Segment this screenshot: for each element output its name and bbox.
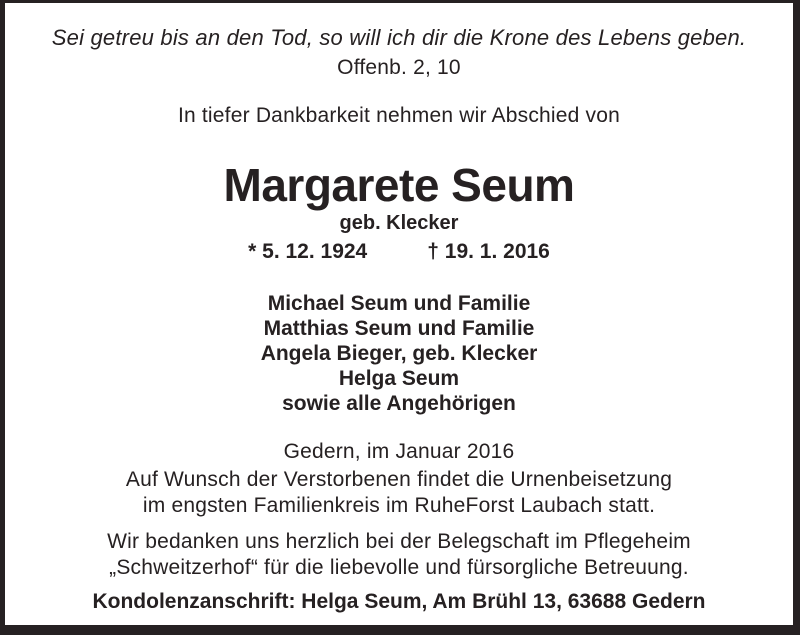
- quote-source: Offenb. 2, 10: [337, 56, 461, 79]
- mourner-line: Michael Seum und Familie: [267, 292, 531, 315]
- maiden-name: geb. Klecker: [339, 212, 459, 234]
- life-dates: [248, 239, 550, 265]
- mourner-line: Helga Seum: [338, 367, 460, 390]
- bible-quote: Sei getreu bis an den Tod, so will ich dir die Krone des Lebens geben.: [51, 25, 747, 50]
- mourner-line: Matthias Seum und Familie: [263, 317, 535, 340]
- mourners-list: [261, 291, 538, 416]
- burial-info-line: Auf Wunsch der Verstorbenen findet die Urnenbeisetzung: [125, 468, 673, 491]
- condolence-address: Kondolenzanschrift: Helga Seum, Am Brühl 13, 63688 Gedern: [92, 590, 706, 613]
- obituary-content: [5, 3, 793, 615]
- place-date: Gedern, im Januar 2016: [283, 440, 515, 463]
- mourner-line: Angela Bieger, geb. Klecker: [260, 342, 538, 365]
- birth-date: * 5. 12. 1924: [248, 240, 368, 263]
- intro-text: In tiefer Dankbarkeit nehmen wir Abschied von: [177, 104, 621, 127]
- burial-info-line: im engsten Familienkreis im RuheForst Laubach statt.: [142, 494, 656, 517]
- mourner-line: sowie alle Angehörigen: [282, 392, 516, 415]
- deceased-name: Margarete Seum: [223, 159, 575, 211]
- thanks-line: Wir bedanken uns herzlich bei der Belegschaft im Pflegeheim: [107, 530, 691, 553]
- thanks-paragraph: [107, 529, 691, 581]
- death-date: † 19. 1. 2016: [427, 240, 550, 263]
- thanks-line: „Schweitzerhof“ für die liebevolle und fürsorgliche Betreuung.: [109, 556, 689, 579]
- burial-info: [126, 467, 672, 519]
